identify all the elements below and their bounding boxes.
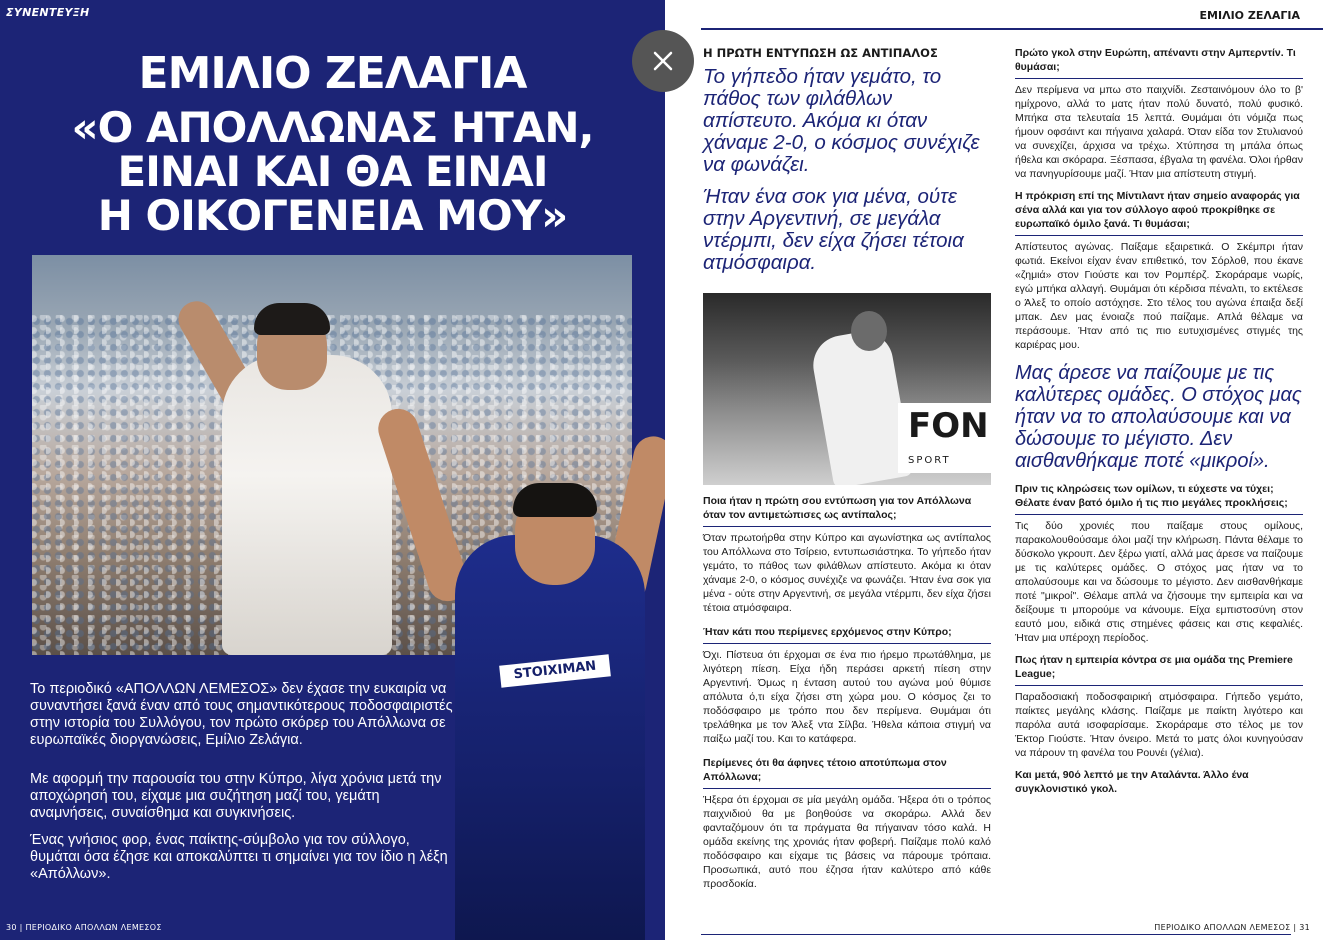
answer-4: Δεν περίμενα να μπω στο παιχνίδι. Ζεσταινόμουν όλο το β' ημίχρονο, αλλά το ματς ήταν πολύ δυνατό, πολύ φυσικό. Μπήκα στα τελευταία 15 λεπτά. Θυμάμαι ότι νόμιζα πως ήμουν οφσάιντ και πήγαινα χαλαρά. Όταν είδα τον Στυλιανού να συνεχίζει, άρχισα να τρέχω. Χτύπησα τη μπάλα όπως ήθελα και σκόραρα. Ξέσπασα, έβγαλα τη φανέλα. Όλοι ήρθαν να πανηγυρίσουμε μαζί. Ήταν μια απίστευτη στιγμή. — [1015, 84, 1303, 180]
question-5: Η πρόκριση επί της Μίντιλαντ ήταν σημείο αναφοράς για σένα αλλά και για τον σύλλογο αφού προκρίθηκε σε ευρωπαϊκό όμιλο ξανά. Τι θυμάσαι; — [1015, 190, 1300, 230]
coach-figure — [222, 355, 392, 655]
column-b — [1015, 46, 1303, 796]
question-3: Περίμενες ότι θα άφηνες τέτοιο αποτύπωμα στον Απόλλωνα; — [703, 757, 947, 783]
header-tag: ΕΜΙΛΙΟ ΖΕΛΑΓΙΑ — [1199, 9, 1300, 22]
pull-quote-3: Μας άρεσε να παίζουμε με τις καλύτερες ομάδες. Ο στόχος μας ήταν να το απολαύσουμε και να δώσουμε το μέγιστο. Δεν αισθανθήκαμε ποτέ «μικροί». — [1015, 362, 1302, 472]
section-tag: ΣΥΝΕΝΤΕΥΞΗ — [6, 6, 90, 19]
title-quote-line-2: ΕΙΝΑΙ ΚΑΙ ΘΑ ΕΙΝΑΙ — [117, 147, 548, 196]
player-jersey — [455, 535, 645, 940]
answer-5: Απίστευτος αγώνας. Παίξαμε εξαιρετικά. Ο Σκέμπρι ήταν φωτιά. Εκείνοι είχαν έναν επιθετικό, τον Σόρλοθ, που έκανε «ζημιά» στον Γιούστε και τον Ρομπέρζ. Σκοράραμε νωρίς, εγώ μπήκα αλλαγή. Θυμάμαι ότι κέρδισα πέναλτι, το εκτέλεσε ο Άλεξ το οποίο αστόχησε. Στο τέλος του αγώνα έπαιξα δεξί μπακ. Δεν μας ένοιαζε πού παίζαμε. Απλά θέλαμε να περάσουμε. Ήταν από τις πιο ευτυχισμένες στιγμές της καριέρας μου. — [1015, 241, 1303, 351]
question-7-part-2: Premiere League; — [1015, 654, 1293, 680]
photo-banner: FON — [898, 403, 991, 473]
footer-rule — [701, 934, 1291, 935]
column-a-top — [703, 46, 991, 274]
column-a-body — [703, 494, 991, 891]
divider — [703, 788, 991, 789]
answer-3: Ήξερα ότι έρχομαι σε μία μεγάλη ομάδα. Ήξερα ότι ο τρόπος παιχνιδιού θα με βοηθούσε να σκοράρω. Αλλά δεν φανταζόμουν ότι τα πράγματα θα πήγαιναν τόσο καλά. Η ομάδα εκείνης της χρονιάς ήταν φοβερή. Παίζαμε πολύ καλό ποδόσφαιρο και είχαμε τις βάσεις να πάρουμε τρόπαια. Προσωπικά, αυτό που έζησα ήταν καλύτερο από κάθε προσδοκία. — [703, 794, 991, 890]
title-quote-line-1: «Ο ΑΠΟΛΛΩΝΑΣ ΗΤΑΝ, — [71, 103, 594, 152]
page-footer-left: 30 | ΠΕΡΙΟΔΙΚΟ ΑΠΟΛΛΩΝ ΛΕΜΕΣΟΣ — [6, 923, 162, 932]
question-8: Και μετά, 90ό λεπτό με την Αταλάντα. Άλλο ένα συγκλονιστικό γκολ. — [1015, 769, 1249, 795]
question-7-part-1: Πως ήταν η εμπειρία κόντρα σε μια ομάδα της — [1015, 654, 1246, 666]
divider — [703, 526, 991, 527]
question-4: Πρώτο γκολ στην Ευρώπη, απέναντι στην Αμπερντίν. Τι θυμάσαι; — [1015, 47, 1296, 73]
question-1: Ποια ήταν η πρώτη σου εντύπωση για τον Απόλλωνα όταν τον αντιμετώπισες ως αντίπαλος; — [703, 495, 972, 521]
title-name: ΕΜΙΛΙΟ ΖΕΛΑΓΙΑ — [138, 48, 527, 99]
close-icon — [653, 51, 673, 71]
answer-1: Όταν πρωτοήρθα στην Κύπρο και αγωνίστηκα ως αντίπαλος του Απόλλωνα στο Τσίρειο, εντυπωσιάστηκα. Το γήπεδο ήταν γεμάτο, το πάθος των φιλάθλων απίστευτο. Ακόμα κι όταν χάναμε 2-0, ο κόσμος συνέχιζε να φωνάζει. Ήταν ένα σοκ για μένα - ούτε στην Αργεντινή, σε μεγάλα ντέρμπι, δεν είχα ζήσει τέτοια ατμόσφαιρα. — [703, 532, 991, 614]
question-2: Ήταν κάτι που περίμενες ερχόμενος στην Κύπρο; — [703, 626, 952, 638]
section-head: Η ΠΡΩΤΗ ΕΝΤΥΠΩΣΗ ΩΣ ΑΝΤΙΠΑΛΟΣ — [703, 46, 938, 60]
question-7 — [1015, 653, 1303, 681]
divider — [1015, 78, 1303, 79]
title-quote-line-3: Η ΟΙΚΟΓΕΝΕΙΑ ΜΟΥ» — [97, 191, 568, 240]
coach-hair — [254, 303, 330, 335]
intro-paragraph-3: Ένας γνήσιος φορ, ένας παίκτης-σύμβολο για τον σύλλογο, θυμάται όσα έζησε και αποκαλύπτει τι σημαίνει για τον ίδιο η λέξη «Απόλλων». — [30, 832, 448, 882]
pull-quote-2: Ήταν ένα σοκ για μένα, ούτε στην Αργεντινή, σε μεγάλα ντέρμπι, δεν είχα ζήσει τέτοια ατμόσφαιρα. — [703, 185, 964, 274]
photo-banner-sub: SPORT — [908, 455, 951, 466]
right-page — [665, 0, 1330, 940]
pull-quote-1: Το γήπεδο ήταν γεμάτο, το πάθος των φιλάθλων απίστευτο. Ακόμα κι όταν χάναμε 2-0, ο κόσμος συνέχιζε να φωνάζει. — [703, 65, 980, 176]
divider — [703, 643, 991, 644]
answer-7: Παραδοσιακή ποδοσφαιρική ατμόσφαιρα. Γήπεδο γεμάτο, παίκτες μεγάλης κλάσης. Παίζαμε με παίκτη λιγότερο και παρόλα αυτά ισοφαρίσαμε. Σκοράραμε στο τέλος με τον Έκτορ Γιούστε. Ήταν όνειρο. Μετά το ματς όλοι κυνηγούσαν να πάρουν τη φανέλα του Ρουνέι (γέλια). — [1015, 691, 1303, 759]
runner-head — [851, 311, 887, 351]
article-title — [0, 48, 665, 238]
match-photo — [703, 293, 991, 485]
divider — [1015, 685, 1303, 686]
divider — [1015, 514, 1303, 515]
intro-paragraph-1: Το περιοδικό «ΑΠΟΛΛΩΝ ΛΕΜΕΣΟΣ» δεν έχασε την ευκαιρία να συναντήσει ξανά έναν από τους σημαντικότερους ποδοσφαιριστές στην ιστορία του Συλλόγου, τον πρώτο σκόρερ του Απόλλωνα σε ευρωπαϊκές διοργανώσεις, Εμίλιο Ζελάγια. — [30, 681, 453, 748]
answer-6: Τις δύο χρονιές που παίξαμε στους ομίλους, παρακολουθούσαμε όλοι μαζί την κλήρωση. Πάντα θέλαμε το δύσκολο γκρουπ. Δεν ξέρω γιατί, αλλά μας άρεσε να παίζουμε με τις καλύτερες ομάδες. Ο στόχος μας ήταν να το απολαύσουμε και να δώσουμε το μέγιστο. Δεν αισθανθήκαμε ποτέ "μικροί". Θέλαμε απλά να ζήσουμε την εμπειρία και να δείξουμε τι μπορούμε να κάνουμε. Είχα εμπιστοσύνη στον εαυτό μου, ειδικά στις στημένες φάσεις και στις κεφαλιές. Ήταν μια υπέροχη περίοδος. — [1015, 520, 1303, 644]
answer-2: Όχι. Πίστευα ότι έρχομαι σε ένα πιο ήρεμο πρωτάθλημα, με λιγότερη πίεση. Είχα ήδη περάσει αρκετή πίεση στην Αργεντινή. Όμως η ένταση αυτού του αγώνα μού θύμισε απόλυτα ό,τι είχα ζήσει στη χώρα μου. Ο κόσμος ζει το ποδόσφαιρο με τρόπο που δεν περίμενα. Θυμάμαι ότι τρελάθηκα με τον Άλεξ ντα Σίλβα. Ήθελα κάποια στιγμή να παίξω μαζί του. Και το κατάφερα. — [703, 649, 991, 745]
question-6: Πριν τις κληρώσεις των ομίλων, τι εύχεστε να τύχει; Θέλατε έναν βατό όμιλο ή τις πιο μεγάλες προκλήσεις; — [1015, 483, 1288, 509]
close-button[interactable] — [632, 30, 694, 92]
jersey-sponsor: STOIXIMAN — [499, 654, 611, 687]
header-rule — [701, 28, 1323, 30]
intro-paragraph-2: Με αφορμή την παρουσία του στην Κύπρο, λίγα χρόνια μετά την αποχώρησή του, είχαμε μια συζήτηση μαζί του, γεμάτη αναμνήσεις, συναίσθημα και συγκινήσεις. — [30, 771, 442, 821]
divider — [1015, 235, 1303, 236]
player-hair — [513, 483, 597, 517]
page-footer-right: ΠΕΡΙΟΔΙΚΟ ΑΠΟΛΛΩΝ ΛΕΜΕΣΟΣ | 31 — [1154, 923, 1310, 932]
